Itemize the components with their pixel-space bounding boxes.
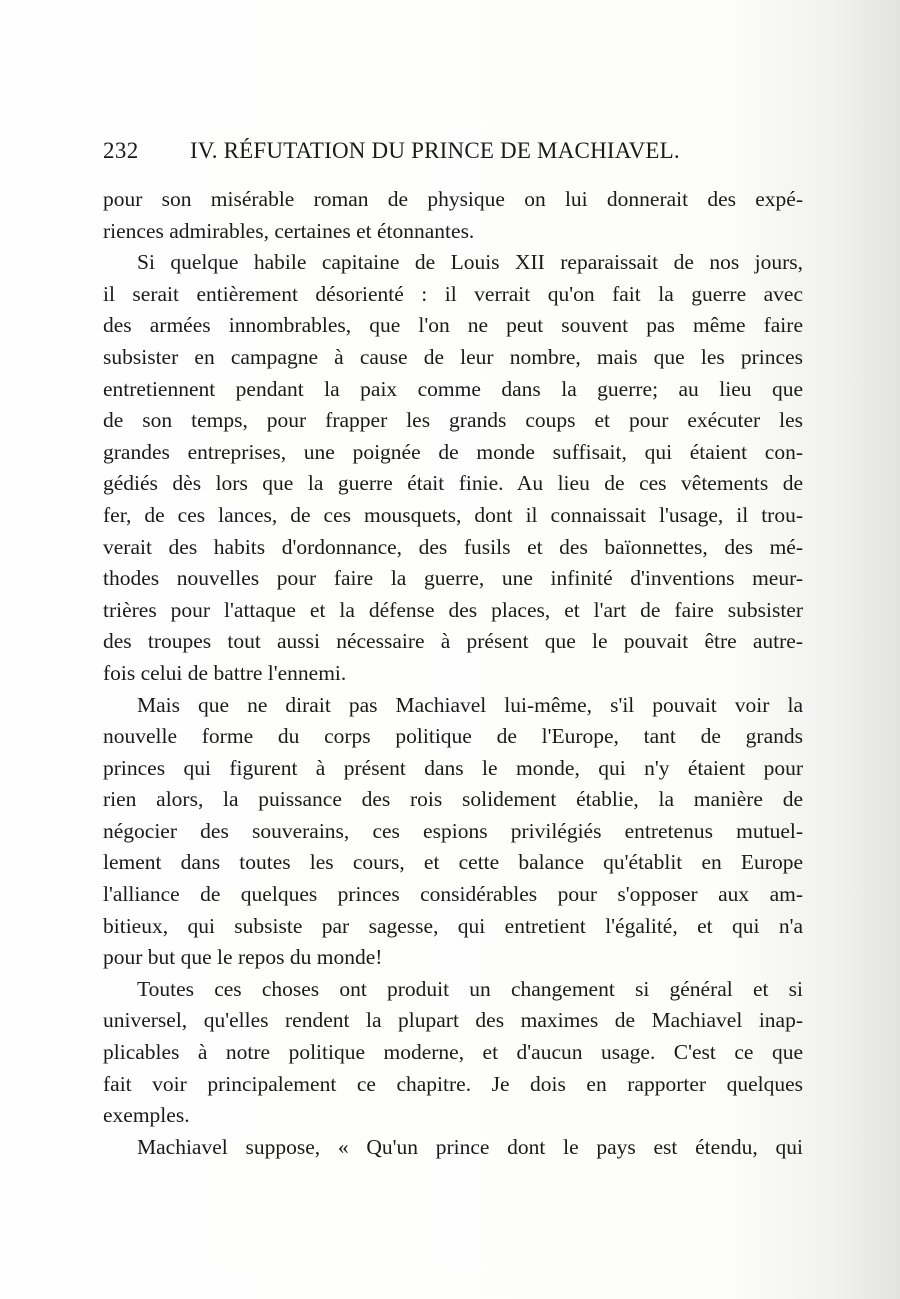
text-line: nouvelle forme du corps politique de l'Europe, tant de grands: [103, 724, 803, 749]
text-line: universel, qu'elles rendent la plupart des maximes de Machiavel inap-: [103, 1008, 803, 1033]
text-line: verait des habits d'ordonnance, des fusils et des baïonnettes, des mé-: [103, 534, 803, 559]
text-line: Machiavel suppose, « Qu'un prince dont le pays est étendu, qui: [137, 1134, 803, 1159]
text-line: fer, de ces lances, de ces mousquets, dont il connaissait l'usage, il trou-: [103, 502, 803, 527]
body-text: [103, 184, 803, 1163]
text-line: des armées innombrables, que l'on ne peut souvent pas même faire: [103, 313, 803, 338]
text-line: Mais que ne dirait pas Machiavel lui-même, s'il pouvait voir la: [137, 692, 803, 717]
page-number: 232: [103, 138, 139, 163]
text-line: thodes nouvelles pour faire la guerre, une infinité d'inventions meur-: [103, 566, 803, 591]
text-line: bitieux, qui subsiste par sagesse, qui entretient l'égalité, et qui n'a: [103, 913, 803, 938]
text-line: gédiés dès lors que la guerre était finie. Au lieu de ces vêtements de: [103, 471, 803, 496]
text-line: entretiennent pendant la paix comme dans la guerre; au lieu que: [103, 376, 803, 401]
text-line: pour son misérable roman de physique on lui donnerait des expé-: [103, 187, 803, 211]
text-line: exemples.: [103, 1103, 190, 1128]
text-line: subsister en campagne à cause de leur nombre, mais que les princes: [103, 344, 803, 369]
text-line: trières pour l'attaque et la défense des places, et l'art de faire subsister: [103, 597, 803, 622]
text-line: riences admirables, certaines et étonnantes.: [103, 218, 475, 243]
text-line: des troupes tout aussi nécessaire à présent que le pouvait être autre-: [103, 629, 803, 654]
text-line: fois celui de battre l'ennemi.: [103, 660, 347, 685]
text-line: Toutes ces choses ont produit un changement si général et si: [137, 976, 803, 1001]
text-line: de son temps, pour frapper les grands coups et pour exécuter les: [103, 408, 803, 433]
page-header: [103, 138, 723, 172]
text-line: princes qui figurent à présent dans le monde, qui n'y étaient pour: [103, 755, 803, 780]
text-line: grandes entreprises, une poignée de monde suffisait, qui étaient con-: [103, 439, 803, 464]
text-line: plicables à notre politique moderne, et d'aucun usage. C'est ce que: [103, 1040, 803, 1065]
text-line: l'alliance de quelques princes considérables pour s'opposer aux am-: [103, 882, 803, 907]
text-line: il serait entièrement désorienté : il verrait qu'on fait la guerre avec: [103, 281, 803, 306]
text-line: pour but que le repos du monde!: [103, 945, 383, 970]
text-line: fait voir principalement ce chapitre. Je dois en rapporter quelques: [103, 1071, 803, 1096]
text-line: Si quelque habile capitaine de Louis XII reparaissait de nos jours,: [137, 250, 803, 275]
text-line: lement dans toutes les cours, et cette balance qu'établit en Europe: [103, 850, 803, 875]
running-title: IV. RÉFUTATION DU PRINCE DE MACHIAVEL.: [190, 138, 680, 163]
text-line: rien alors, la puissance des rois solidement établie, la manière de: [103, 787, 803, 812]
text-line: négocier des souverains, ces espions privilégiés entretenus mutuel-: [103, 818, 803, 843]
